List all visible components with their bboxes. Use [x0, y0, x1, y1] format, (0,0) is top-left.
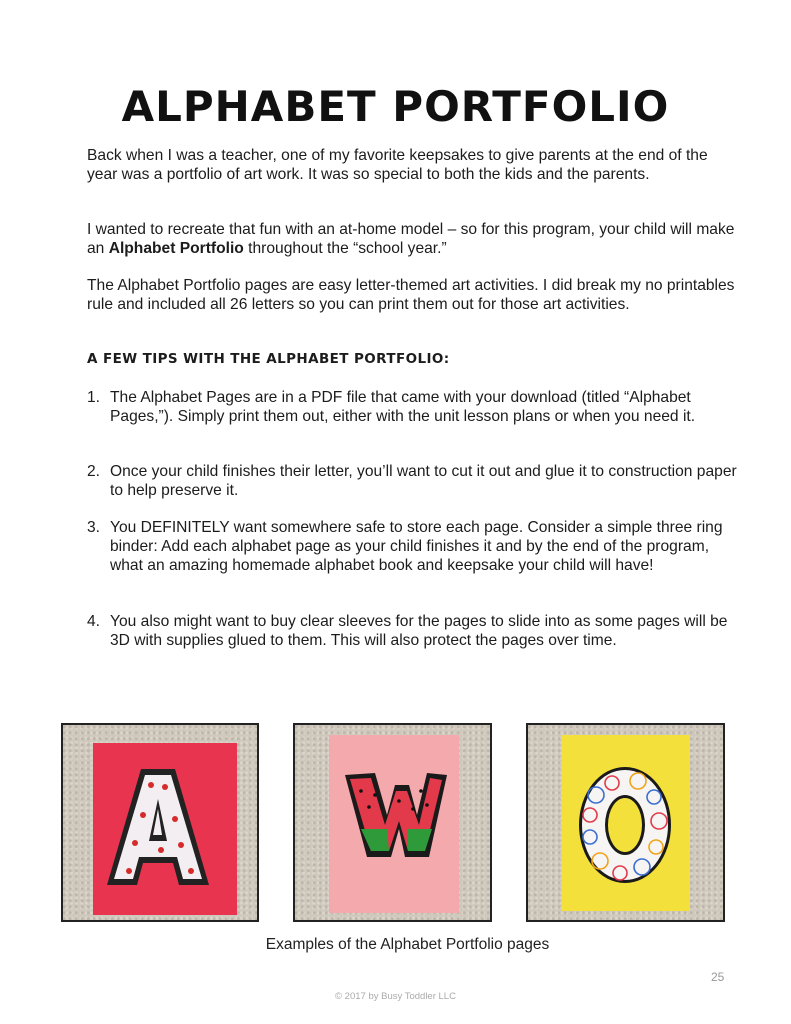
tip-item — [87, 612, 737, 650]
intro-paragraph-3 — [87, 276, 737, 314]
tip-number: 3. — [87, 519, 101, 536]
page-number: 25 — [711, 970, 725, 984]
tips-heading: A FEW TIPS WITH THE ALPHABET PORTFOLIO: — [87, 351, 450, 367]
alphabet-portfolio-bold: Alphabet Portfolio — [108, 240, 244, 257]
intro-paragraph-2-start: I wanted to recreate that fun with an at-home model – so for this program, your child will make an — [87, 221, 735, 257]
tip-item — [87, 518, 737, 575]
tip-number: 2. — [87, 463, 101, 480]
intro-paragraph-2 — [87, 220, 737, 258]
tip-item — [87, 462, 737, 500]
photo-letter-a — [61, 723, 259, 922]
intro-paragraph-1-text: Back when I was a teacher, one of my favorite keepsakes to give parents at the end of the year was a portfolio of art work. It was so special to both the kids and the parents. — [87, 147, 708, 183]
tip-text: The Alphabet Pages are in a PDF file that came with your download (titled “Alphabet Pages,”). Simply print them out, either with the unit lesson plans or when you need it. — [110, 389, 696, 425]
letter-o-artwork — [528, 725, 723, 920]
intro-paragraph-2-end: throughout the “school year.” — [243, 240, 447, 257]
tip-text: You DEFINITELY want somewhere safe to store each page. Consider a simple three ring binder: Add each alphabet page as your child finishes it and by the end of the program, what an amazing homemade alphabet book and keepsake your child will have! — [110, 519, 723, 574]
intro-paragraph-1 — [87, 146, 737, 184]
photo-letter-o — [526, 723, 725, 922]
photo-letter-w — [293, 723, 492, 922]
intro-paragraph-3-text: The Alphabet Portfolio pages are easy letter-themed art activities. I did break my no printables rule and included all 26 letters so you can print them out for those art activities. — [87, 277, 735, 313]
tip-number: 4. — [87, 613, 101, 630]
tip-number: 1. — [87, 389, 101, 406]
tip-text: You also might want to buy clear sleeves for the pages to slide into as some pages will be 3D with supplies glued to them. This will also protect the pages over time. — [110, 613, 728, 649]
tip-item — [87, 388, 737, 426]
tip-text: Once your child finishes their letter, you’ll want to cut it out and glue it to construction paper to help preserve it. — [110, 463, 737, 499]
letter-a-artwork — [63, 725, 257, 920]
photos-caption: Examples of the Alphabet Portfolio pages — [265, 936, 550, 953]
letter-w-artwork — [295, 725, 490, 920]
copyright-footer: © 2017 by Busy Toddler LLC — [335, 991, 456, 1002]
page-title: ALPHABET PORTFOLIO — [121, 82, 670, 131]
